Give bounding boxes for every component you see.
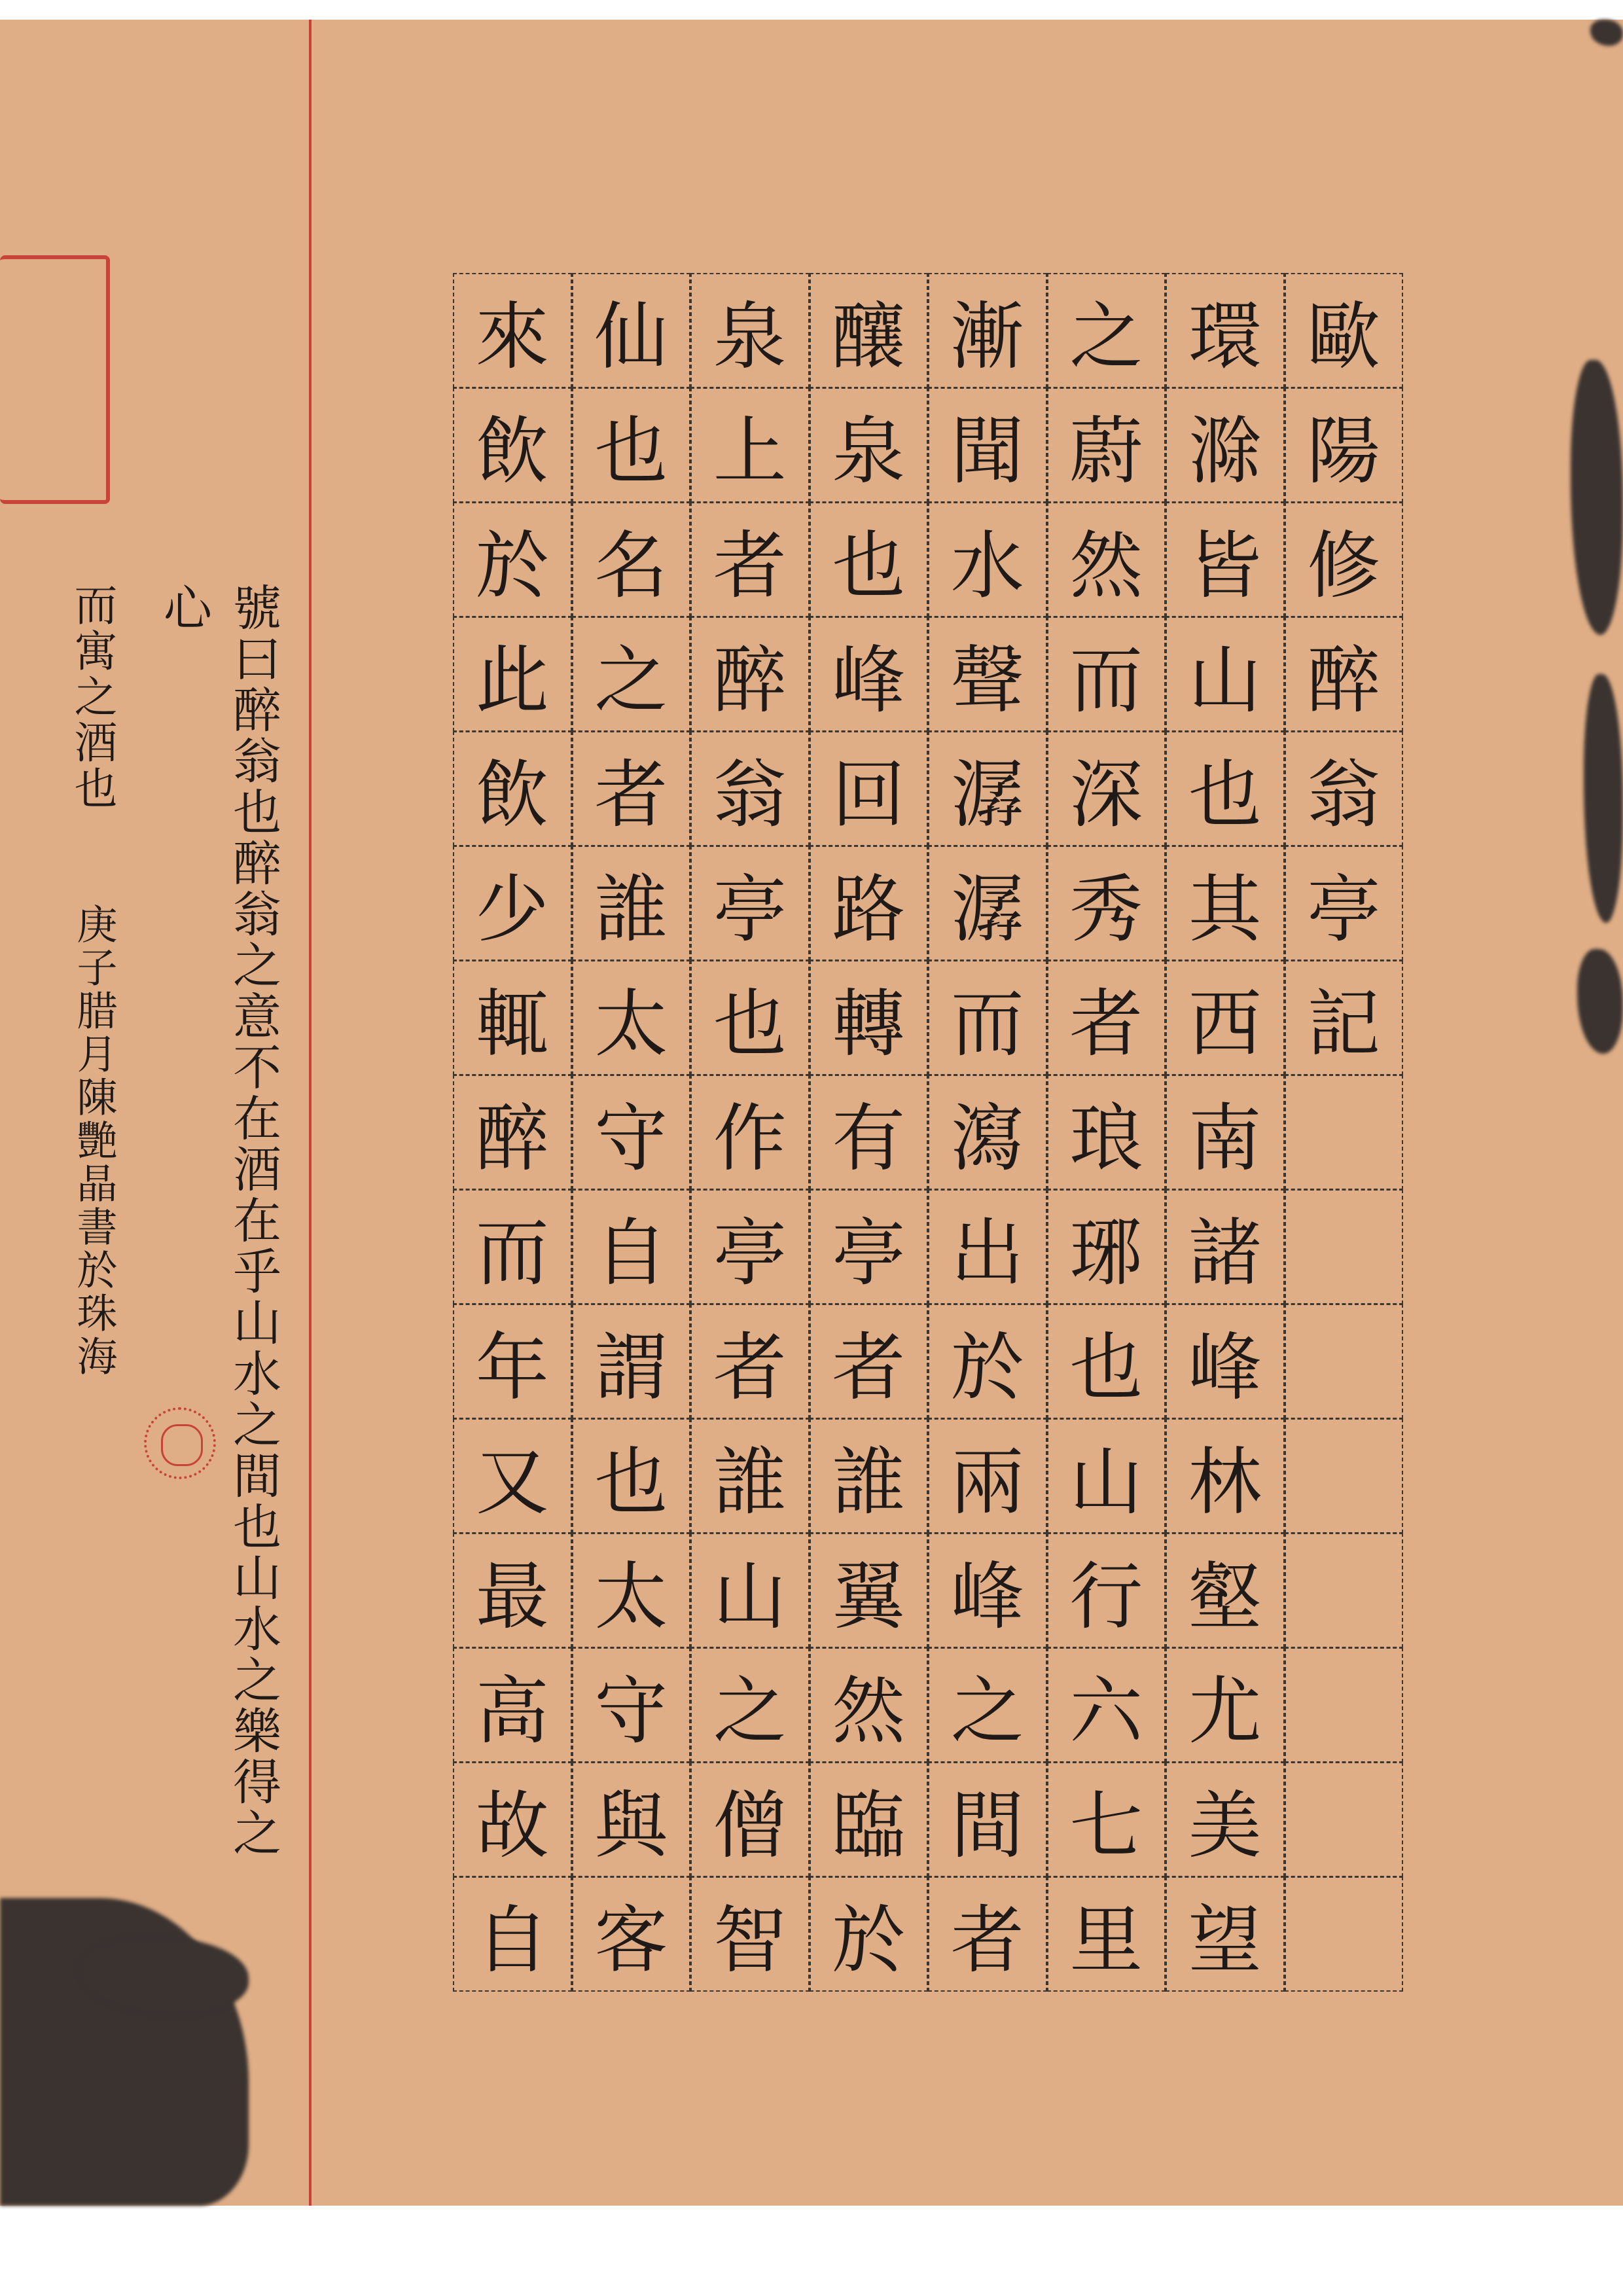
grid-cell: 上	[690, 387, 810, 503]
grid-cell: 之	[690, 1647, 810, 1763]
grid-cell: 西	[1166, 960, 1285, 1075]
calligraphy-grid	[454, 274, 1404, 2001]
grid-cell	[1285, 1189, 1404, 1304]
grid-cell: 瀉	[928, 1075, 1047, 1190]
grid-cell: 山	[1166, 617, 1285, 732]
grid-cell	[1285, 1647, 1404, 1763]
grid-cell: 潺	[928, 731, 1047, 846]
grid-column	[1285, 274, 1404, 2001]
grid-cell: 自	[453, 1876, 572, 1992]
grid-cell: 也	[690, 960, 810, 1075]
grid-cell: 也	[1166, 731, 1285, 846]
grid-cell: 峰	[810, 617, 929, 732]
grid-cell: 作	[690, 1075, 810, 1190]
grid-cell: 其	[1166, 846, 1285, 961]
grid-cell: 亭	[810, 1189, 929, 1304]
grid-cell: 也	[1047, 1304, 1166, 1419]
grid-cell: 飲	[453, 731, 572, 846]
grid-cell	[1285, 1418, 1404, 1534]
grid-cell: 之	[1047, 273, 1166, 388]
grid-cell: 也	[572, 1418, 691, 1534]
inscription-line-2: 而寓之酒也	[67, 583, 117, 812]
grid-cell: 謂	[572, 1304, 691, 1419]
grid-cell	[1285, 1075, 1404, 1190]
grid-cell: 修	[1285, 502, 1404, 617]
ink-blot-right-2	[1584, 674, 1623, 923]
grid-cell: 太	[572, 960, 691, 1075]
grid-column	[573, 274, 692, 2001]
grid-cell: 山	[690, 1533, 810, 1648]
grid-cell: 翁	[690, 731, 810, 846]
grid-cell: 回	[810, 731, 929, 846]
inscription-line-1: 號曰醉翁也醉翁之意不在酒在乎山水之間也山水之樂得之心	[156, 583, 281, 1859]
grid-cell: 臨	[810, 1762, 929, 1877]
grid-cell: 者	[928, 1876, 1047, 1992]
grid-cell: 太	[572, 1533, 691, 1648]
grid-cell	[1285, 1876, 1404, 1992]
grid-cell: 尤	[1166, 1647, 1285, 1763]
grid-column	[691, 274, 810, 2001]
grid-cell: 滁	[1166, 387, 1285, 503]
grid-cell: 者	[1047, 960, 1166, 1075]
grid-cell: 蔚	[1047, 387, 1166, 503]
grid-cell: 此	[453, 617, 572, 732]
grid-cell: 山	[1047, 1418, 1166, 1534]
ink-blot-right-3	[1577, 949, 1623, 1054]
grid-cell: 歐	[1285, 273, 1404, 388]
grid-cell: 而	[453, 1189, 572, 1304]
grid-cell: 者	[690, 1304, 810, 1419]
grid-cell: 智	[690, 1876, 810, 1992]
grid-cell: 自	[572, 1189, 691, 1304]
grid-cell: 釀	[810, 273, 929, 388]
grid-cell: 壑	[1166, 1533, 1285, 1648]
grid-column	[454, 274, 573, 2001]
grid-cell: 於	[453, 502, 572, 617]
red-margin-rule	[309, 20, 312, 2206]
grid-cell: 間	[928, 1762, 1047, 1877]
grid-cell: 水	[928, 502, 1047, 617]
grid-cell: 誰	[572, 846, 691, 961]
grid-cell: 諸	[1166, 1189, 1285, 1304]
ink-blot-right-1	[1571, 360, 1623, 635]
grid-cell: 路	[810, 846, 929, 961]
grid-cell: 然	[810, 1647, 929, 1763]
grid-cell: 聲	[928, 617, 1047, 732]
grid-cell: 誰	[690, 1418, 810, 1534]
grid-column	[1048, 274, 1167, 2001]
grid-cell: 聞	[928, 387, 1047, 503]
grid-cell	[1285, 1533, 1404, 1648]
grid-cell: 環	[1166, 273, 1285, 388]
grid-cell: 僧	[690, 1762, 810, 1877]
grid-cell	[1285, 1304, 1404, 1419]
grid-cell: 翁	[1285, 731, 1404, 846]
grid-cell: 與	[572, 1762, 691, 1877]
inscription	[67, 583, 288, 1892]
ink-blot-top-right	[1590, 20, 1623, 46]
grid-cell: 故	[453, 1762, 572, 1877]
grid-cell: 醉	[1285, 617, 1404, 732]
grid-cell: 也	[810, 502, 929, 617]
grid-cell: 名	[572, 502, 691, 617]
grid-cell: 醉	[690, 617, 810, 732]
grid-cell: 泉	[810, 387, 929, 503]
grid-cell: 又	[453, 1418, 572, 1534]
grid-cell: 輒	[453, 960, 572, 1075]
grid-cell: 守	[572, 1647, 691, 1763]
grid-cell: 飲	[453, 387, 572, 503]
grid-cell: 出	[928, 1189, 1047, 1304]
grid-cell: 里	[1047, 1876, 1166, 1992]
inscription-signature: 庚子腊月陳艷晶書於珠海	[70, 903, 118, 1378]
name-seal-icon	[0, 255, 110, 504]
grid-cell: 之	[928, 1647, 1047, 1763]
grid-cell: 記	[1285, 960, 1404, 1075]
grid-cell: 於	[928, 1304, 1047, 1419]
grid-cell: 轉	[810, 960, 929, 1075]
grid-cell: 琅	[1047, 1075, 1166, 1190]
grid-column	[810, 274, 929, 2001]
grid-cell: 然	[1047, 502, 1166, 617]
grid-cell: 望	[1166, 1876, 1285, 1992]
grid-column	[929, 274, 1048, 2001]
grid-cell: 守	[572, 1075, 691, 1190]
grid-cell: 之	[572, 617, 691, 732]
grid-cell: 峰	[928, 1533, 1047, 1648]
grid-column	[1166, 274, 1285, 2001]
grid-cell: 泉	[690, 273, 810, 388]
grid-cell: 皆	[1166, 502, 1285, 617]
grid-cell	[1285, 1762, 1404, 1877]
grid-cell: 亭	[1285, 846, 1404, 961]
grid-cell: 而	[1047, 617, 1166, 732]
grid-cell: 亭	[690, 846, 810, 961]
grid-cell: 年	[453, 1304, 572, 1419]
grid-cell: 客	[572, 1876, 691, 1992]
grid-cell: 六	[1047, 1647, 1166, 1763]
grid-cell: 最	[453, 1533, 572, 1648]
grid-cell: 陽	[1285, 387, 1404, 503]
grid-cell: 南	[1166, 1075, 1285, 1190]
grid-cell: 也	[572, 387, 691, 503]
grid-cell: 者	[572, 731, 691, 846]
grid-cell: 醉	[453, 1075, 572, 1190]
grid-cell: 翼	[810, 1533, 929, 1648]
grid-cell: 潺	[928, 846, 1047, 961]
grid-cell: 於	[810, 1876, 929, 1992]
grid-cell: 少	[453, 846, 572, 961]
grid-cell: 有	[810, 1075, 929, 1190]
grid-cell: 深	[1047, 731, 1166, 846]
grid-cell: 亭	[690, 1189, 810, 1304]
grid-cell: 而	[928, 960, 1047, 1075]
grid-cell: 行	[1047, 1533, 1166, 1648]
grid-cell: 林	[1166, 1418, 1285, 1534]
grid-cell: 美	[1166, 1762, 1285, 1877]
grid-cell: 來	[453, 273, 572, 388]
grid-cell: 漸	[928, 273, 1047, 388]
grid-cell: 七	[1047, 1762, 1166, 1877]
grid-cell: 者	[810, 1304, 929, 1419]
grid-cell: 琊	[1047, 1189, 1166, 1304]
grid-cell: 高	[453, 1647, 572, 1763]
grid-cell: 者	[690, 502, 810, 617]
grid-cell: 兩	[928, 1418, 1047, 1534]
grid-cell: 峰	[1166, 1304, 1285, 1419]
grid-cell: 秀	[1047, 846, 1166, 961]
grid-cell: 誰	[810, 1418, 929, 1534]
paper-sheet	[0, 20, 1623, 2206]
grid-cell: 仙	[572, 273, 691, 388]
